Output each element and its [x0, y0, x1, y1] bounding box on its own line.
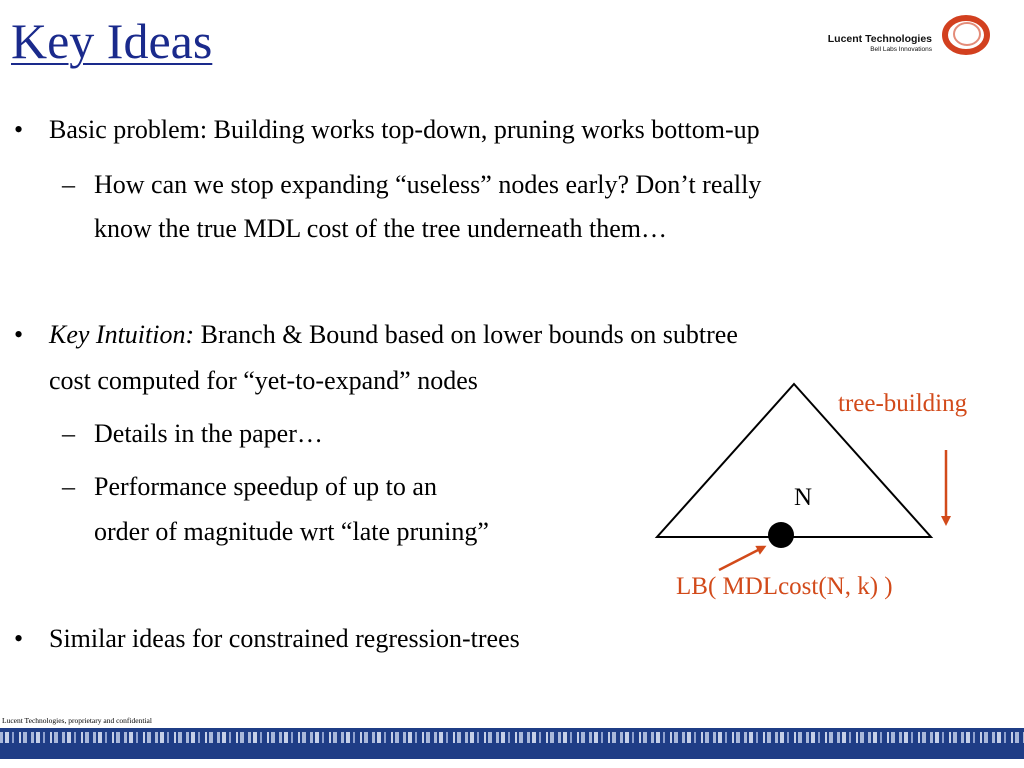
footer-confidential-text: Lucent Technologies, proprietary and confidential [2, 716, 152, 725]
bullet-key-intuition-line-1 [49, 320, 738, 350]
lucent-ring-icon [938, 14, 994, 58]
sub-bullet-marker: – [62, 472, 75, 501]
bullet-marker: • [14, 115, 24, 144]
slide-title: Key Ideas [11, 13, 213, 69]
key-intuition-text: Branch & Bound based on lower bounds on subtree [194, 320, 738, 349]
key-intuition-label: Key Intuition: [49, 320, 195, 349]
logo-company-name: Lucent Technologies [827, 33, 932, 45]
sub-bullet-marker: – [62, 419, 75, 448]
lower-bound-arrow [719, 548, 762, 570]
tree-building-label: tree-building [838, 390, 968, 417]
footer-bar [0, 728, 1024, 759]
bullet-basic-problem: Basic problem: Building works top-down, pruning works bottom-up [49, 115, 760, 144]
bullet-marker: • [14, 320, 24, 349]
sub-bullet-marker: – [62, 170, 75, 199]
sub-bullet-speedup-line-2: order of magnitude wrt “late pruning” [94, 517, 489, 546]
sub-bullet-speedup-line-1: Performance speedup of up to an [94, 472, 437, 501]
sub-bullet-details: Details in the paper… [94, 419, 323, 448]
sub-bullet-expanding-line-2: know the true MDL cost of the tree underneath them… [94, 214, 668, 243]
logo-subtitle: Bell Labs Innovations [870, 46, 932, 53]
lucent-logo [818, 14, 993, 58]
bullet-key-intuition-line-2: cost computed for “yet-to-expand” nodes [49, 366, 478, 395]
bullet-marker: • [14, 624, 24, 653]
node-n-label: N [794, 484, 813, 511]
footer-stripes [0, 732, 1024, 743]
node-n-dot [768, 522, 794, 548]
bullet-regression-trees: Similar ideas for constrained regression-trees [49, 624, 520, 653]
lower-bound-label: LB( MDLcost(N, k) ) [676, 573, 893, 600]
sub-bullet-expanding-line-1: How can we stop expanding “useless” nodes early? Don’t really [94, 170, 762, 199]
